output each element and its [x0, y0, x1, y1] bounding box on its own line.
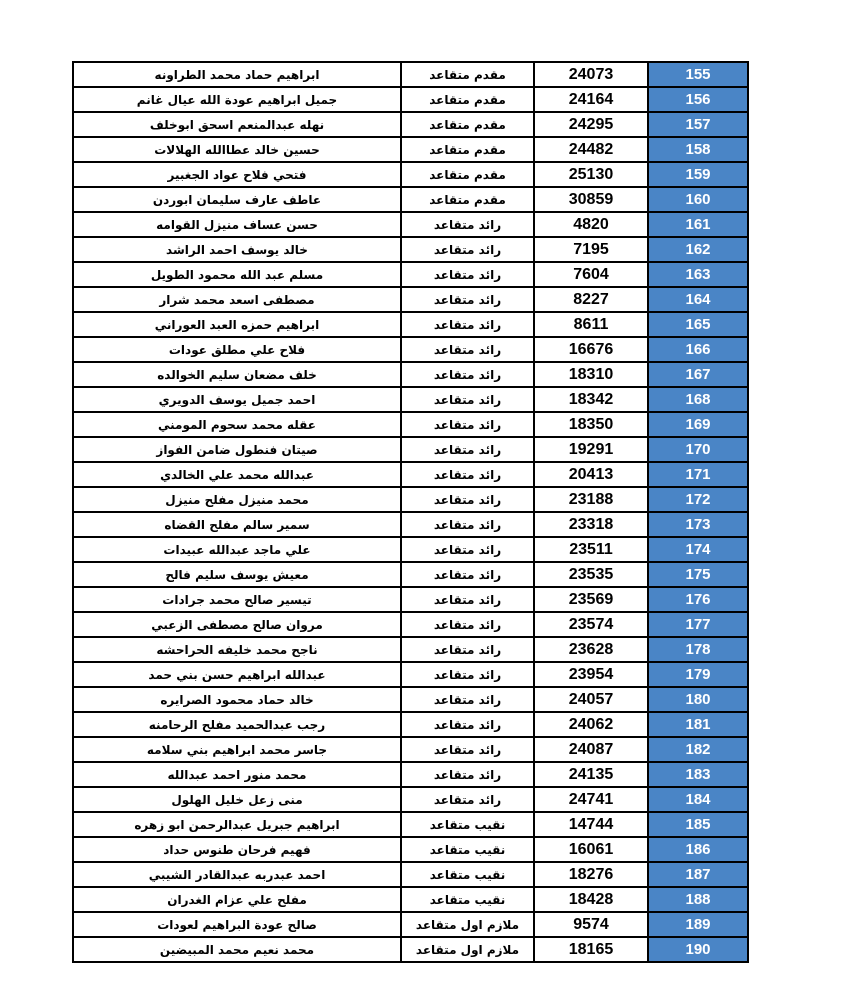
table-row — [73, 637, 748, 662]
table-row — [73, 737, 748, 762]
name-cell: معيش يوسف سليم فالح — [73, 562, 401, 587]
name-cell: فلاح علي مطلق عودات — [73, 337, 401, 362]
serial-number-cell: 18350 — [534, 412, 648, 437]
name-cell: احمد عبدربه عبدالقادر الشيبي — [73, 862, 401, 887]
name-cell: مسلم عبد الله محمود الطويل — [73, 262, 401, 287]
rank-cell: رائد متقاعد — [401, 537, 534, 562]
serial-number-cell: 23954 — [534, 662, 648, 687]
name-cell: عبدالله ابراهيم حسن بني حمد — [73, 662, 401, 687]
row-index-cell: 168 — [648, 387, 748, 412]
serial-number-cell: 7604 — [534, 262, 648, 287]
rank-cell: رائد متقاعد — [401, 637, 534, 662]
row-index-cell: 185 — [648, 812, 748, 837]
table-body — [73, 62, 748, 962]
row-index-cell: 169 — [648, 412, 748, 437]
rank-cell: رائد متقاعد — [401, 262, 534, 287]
table-row — [73, 562, 748, 587]
table-row — [73, 312, 748, 337]
serial-number-cell: 30859 — [534, 187, 648, 212]
table-row — [73, 62, 748, 87]
rank-cell: رائد متقاعد — [401, 662, 534, 687]
row-index-cell: 157 — [648, 112, 748, 137]
name-cell: فهيم فرحان طنوس حداد — [73, 837, 401, 862]
serial-number-cell: 24295 — [534, 112, 648, 137]
serial-number-cell: 24164 — [534, 87, 648, 112]
name-cell: نهله عبدالمنعم اسحق ابوخلف — [73, 112, 401, 137]
name-cell: خلف مضعان سليم الخوالده — [73, 362, 401, 387]
serial-number-cell: 24057 — [534, 687, 648, 712]
rank-cell: رائد متقاعد — [401, 387, 534, 412]
row-index-cell: 164 — [648, 287, 748, 312]
row-index-cell: 161 — [648, 212, 748, 237]
table-row — [73, 612, 748, 637]
table-row — [73, 487, 748, 512]
serial-number-cell: 23511 — [534, 537, 648, 562]
name-cell: سمير سالم مفلح القضاه — [73, 512, 401, 537]
table-row — [73, 937, 748, 962]
name-cell: عاطف عارف سليمان ابوردن — [73, 187, 401, 212]
rank-cell: رائد متقاعد — [401, 362, 534, 387]
serial-number-cell: 23188 — [534, 487, 648, 512]
serial-number-cell: 8227 — [534, 287, 648, 312]
rank-cell: ملازم اول متقاعد — [401, 937, 534, 962]
table-row — [73, 887, 748, 912]
name-cell: محمد نعيم محمد المبيضين — [73, 937, 401, 962]
name-cell: علي ماجد عبدالله عبيدات — [73, 537, 401, 562]
table-row — [73, 287, 748, 312]
name-cell: جميل ابراهيم عودة الله عيال غانم — [73, 87, 401, 112]
row-index-cell: 186 — [648, 837, 748, 862]
table-row — [73, 837, 748, 862]
name-cell: حسين خالد عطاالله الهلالات — [73, 137, 401, 162]
rank-cell: رائد متقاعد — [401, 487, 534, 512]
table-row — [73, 462, 748, 487]
serial-number-cell: 18310 — [534, 362, 648, 387]
serial-number-cell: 18428 — [534, 887, 648, 912]
rank-cell: رائد متقاعد — [401, 287, 534, 312]
row-index-cell: 176 — [648, 587, 748, 612]
serial-number-cell: 16676 — [534, 337, 648, 362]
table-row — [73, 762, 748, 787]
name-cell: ابراهيم جبريل عبدالرحمن ابو زهره — [73, 812, 401, 837]
row-index-cell: 171 — [648, 462, 748, 487]
serial-number-cell: 24482 — [534, 137, 648, 162]
name-cell: محمد منور احمد عبدالله — [73, 762, 401, 787]
row-index-cell: 167 — [648, 362, 748, 387]
serial-number-cell: 24062 — [534, 712, 648, 737]
row-index-cell: 165 — [648, 312, 748, 337]
serial-number-cell: 24741 — [534, 787, 648, 812]
table-row — [73, 862, 748, 887]
serial-number-cell: 25130 — [534, 162, 648, 187]
table-row — [73, 362, 748, 387]
rank-cell: رائد متقاعد — [401, 437, 534, 462]
rank-cell: مقدم متقاعد — [401, 187, 534, 212]
name-cell: جاسر محمد ابراهيم بني سلامه — [73, 737, 401, 762]
rank-cell: رائد متقاعد — [401, 312, 534, 337]
name-cell: فتحي فلاح عواد الجغبير — [73, 162, 401, 187]
table-row — [73, 162, 748, 187]
rank-cell: رائد متقاعد — [401, 562, 534, 587]
table-row — [73, 712, 748, 737]
serial-number-cell: 24073 — [534, 62, 648, 87]
name-cell: عبدالله محمد علي الخالدي — [73, 462, 401, 487]
rank-cell: رائد متقاعد — [401, 737, 534, 762]
table-row — [73, 662, 748, 687]
table-row — [73, 237, 748, 262]
name-cell: تيسير صالح محمد جرادات — [73, 587, 401, 612]
table-row — [73, 912, 748, 937]
serial-number-cell: 16061 — [534, 837, 648, 862]
table-row — [73, 412, 748, 437]
serial-number-cell: 20413 — [534, 462, 648, 487]
name-cell: رجب عبدالحميد مفلح الرحامنه — [73, 712, 401, 737]
row-index-cell: 170 — [648, 437, 748, 462]
name-cell: خالد حماد محمود الصرايره — [73, 687, 401, 712]
table-row — [73, 212, 748, 237]
rank-cell: رائد متقاعد — [401, 412, 534, 437]
table-row — [73, 512, 748, 537]
table-row — [73, 687, 748, 712]
table-row — [73, 387, 748, 412]
rank-cell: رائد متقاعد — [401, 587, 534, 612]
name-cell: ابراهيم حماد محمد الطراونه — [73, 62, 401, 87]
serial-number-cell: 18342 — [534, 387, 648, 412]
name-cell: احمد جميل يوسف الدويري — [73, 387, 401, 412]
row-index-cell: 160 — [648, 187, 748, 212]
name-cell: ناجح محمد خليفه الحراحشه — [73, 637, 401, 662]
row-index-cell: 155 — [648, 62, 748, 87]
row-index-cell: 190 — [648, 937, 748, 962]
row-index-cell: 166 — [648, 337, 748, 362]
rank-cell: رائد متقاعد — [401, 787, 534, 812]
name-cell: مصطفى اسعد محمد شرار — [73, 287, 401, 312]
table-row — [73, 537, 748, 562]
name-cell: عقله محمد سحوم المومني — [73, 412, 401, 437]
row-index-cell: 174 — [648, 537, 748, 562]
row-index-cell: 172 — [648, 487, 748, 512]
name-cell: مروان صالح مصطفى الزعبي — [73, 612, 401, 637]
row-index-cell: 187 — [648, 862, 748, 887]
row-index-cell: 180 — [648, 687, 748, 712]
retirees-table — [72, 61, 749, 963]
rank-cell: نقيب متقاعد — [401, 812, 534, 837]
table-row — [73, 137, 748, 162]
rank-cell: ملازم اول متقاعد — [401, 912, 534, 937]
serial-number-cell: 18276 — [534, 862, 648, 887]
name-cell: صيتان فنطول ضامن الفواز — [73, 437, 401, 462]
row-index-cell: 182 — [648, 737, 748, 762]
table-row — [73, 787, 748, 812]
rank-cell: رائد متقاعد — [401, 762, 534, 787]
row-index-cell: 175 — [648, 562, 748, 587]
serial-number-cell: 18165 — [534, 937, 648, 962]
serial-number-cell: 8611 — [534, 312, 648, 337]
name-cell: ابراهيم حمزه العبد العوراني — [73, 312, 401, 337]
table-row — [73, 262, 748, 287]
row-index-cell: 188 — [648, 887, 748, 912]
row-index-cell: 178 — [648, 637, 748, 662]
name-cell: منى زعل خليل الهلول — [73, 787, 401, 812]
serial-number-cell: 14744 — [534, 812, 648, 837]
name-cell: مفلح علي عزام الغدران — [73, 887, 401, 912]
serial-number-cell: 19291 — [534, 437, 648, 462]
rank-cell: رائد متقاعد — [401, 712, 534, 737]
row-index-cell: 181 — [648, 712, 748, 737]
rank-cell: رائد متقاعد — [401, 212, 534, 237]
row-index-cell: 173 — [648, 512, 748, 537]
rank-cell: رائد متقاعد — [401, 462, 534, 487]
serial-number-cell: 23318 — [534, 512, 648, 537]
rank-cell: مقدم متقاعد — [401, 112, 534, 137]
row-index-cell: 156 — [648, 87, 748, 112]
serial-number-cell: 23569 — [534, 587, 648, 612]
table-row — [73, 187, 748, 212]
row-index-cell: 177 — [648, 612, 748, 637]
serial-number-cell: 24087 — [534, 737, 648, 762]
serial-number-cell: 23535 — [534, 562, 648, 587]
table-row — [73, 337, 748, 362]
rank-cell: مقدم متقاعد — [401, 137, 534, 162]
row-index-cell: 183 — [648, 762, 748, 787]
rank-cell: رائد متقاعد — [401, 612, 534, 637]
rank-cell: نقيب متقاعد — [401, 887, 534, 912]
name-cell: صالح عودة البراهيم لعودات — [73, 912, 401, 937]
row-index-cell: 162 — [648, 237, 748, 262]
serial-number-cell: 9574 — [534, 912, 648, 937]
rank-cell: مقدم متقاعد — [401, 62, 534, 87]
row-index-cell: 163 — [648, 262, 748, 287]
document-page — [72, 61, 747, 963]
serial-number-cell: 7195 — [534, 237, 648, 262]
rank-cell: نقيب متقاعد — [401, 837, 534, 862]
table-row — [73, 87, 748, 112]
row-index-cell: 179 — [648, 662, 748, 687]
serial-number-cell: 23628 — [534, 637, 648, 662]
rank-cell: رائد متقاعد — [401, 337, 534, 362]
rank-cell: مقدم متقاعد — [401, 87, 534, 112]
serial-number-cell: 23574 — [534, 612, 648, 637]
rank-cell: رائد متقاعد — [401, 237, 534, 262]
table-row — [73, 437, 748, 462]
name-cell: حسن عساف منيزل القوامه — [73, 212, 401, 237]
serial-number-cell: 4820 — [534, 212, 648, 237]
rank-cell: رائد متقاعد — [401, 687, 534, 712]
name-cell: خالد يوسف احمد الراشد — [73, 237, 401, 262]
serial-number-cell: 24135 — [534, 762, 648, 787]
row-index-cell: 184 — [648, 787, 748, 812]
table-row — [73, 112, 748, 137]
table-row — [73, 812, 748, 837]
table-row — [73, 587, 748, 612]
rank-cell: نقيب متقاعد — [401, 862, 534, 887]
rank-cell: مقدم متقاعد — [401, 162, 534, 187]
row-index-cell: 159 — [648, 162, 748, 187]
rank-cell: رائد متقاعد — [401, 512, 534, 537]
name-cell: محمد منيزل مفلح منيزل — [73, 487, 401, 512]
row-index-cell: 189 — [648, 912, 748, 937]
row-index-cell: 158 — [648, 137, 748, 162]
